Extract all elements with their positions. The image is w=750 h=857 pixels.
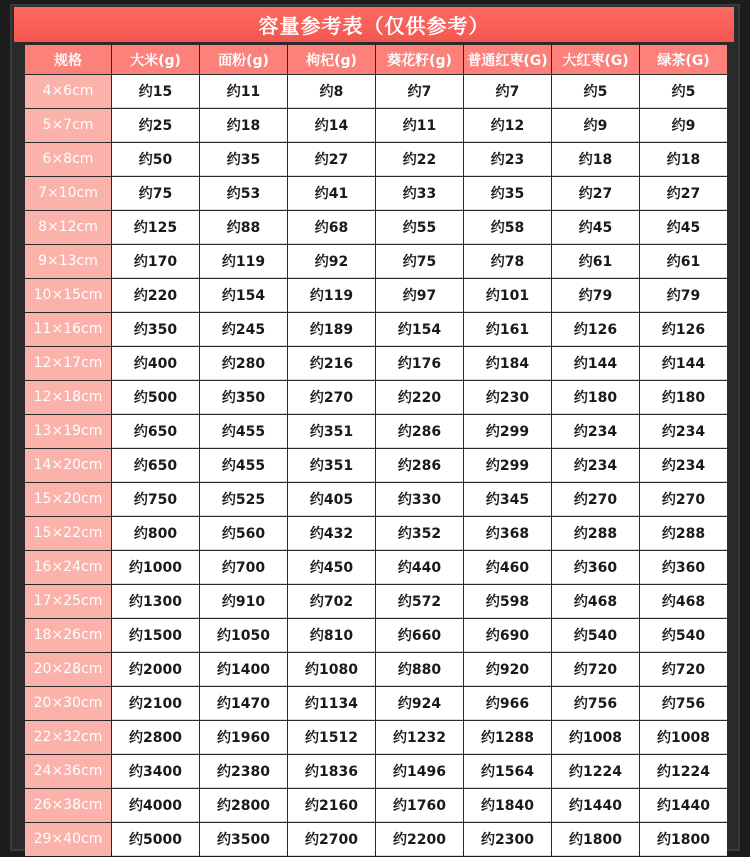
capacity-cell: 约14 [288,109,375,142]
capacity-cell: 约79 [552,279,639,312]
capacity-cell: 约75 [376,245,463,278]
size-spec-cell: 20×30cm [25,687,111,720]
capacity-cell: 约11 [200,75,287,108]
table-row [25,347,727,380]
capacity-cell: 约345 [464,483,551,516]
capacity-cell: 约170 [112,245,199,278]
capacity-cell: 约1470 [200,687,287,720]
size-spec-cell: 14×20cm [25,449,111,482]
capacity-cell: 约360 [640,551,727,584]
capacity-cell: 约2160 [288,789,375,822]
capacity-cell: 约280 [200,347,287,380]
capacity-cell: 约18 [640,143,727,176]
capacity-cell: 约154 [376,313,463,346]
capacity-cell: 约8 [288,75,375,108]
table-row [25,449,727,482]
column-header: 大米(g) [112,45,199,74]
capacity-cell: 约1836 [288,755,375,788]
capacity-cell: 约288 [640,517,727,550]
capacity-cell: 约924 [376,687,463,720]
capacity-cell: 约400 [112,347,199,380]
capacity-cell: 约23 [464,143,551,176]
capacity-cell: 约1224 [552,755,639,788]
capacity-cell: 约750 [112,483,199,516]
capacity-cell: 约1800 [640,823,727,856]
capacity-cell: 约560 [200,517,287,550]
capacity-cell: 约11 [376,109,463,142]
capacity-cell: 约299 [464,449,551,482]
size-spec-cell: 6×8cm [25,143,111,176]
size-spec-cell: 13×19cm [25,415,111,448]
capacity-cell: 约468 [552,585,639,618]
capacity-cell: 约5 [552,75,639,108]
column-header: 大红枣(G) [552,45,639,74]
size-spec-cell: 9×13cm [25,245,111,278]
capacity-cell: 约245 [200,313,287,346]
table-row [25,517,727,550]
capacity-cell: 约2700 [288,823,375,856]
size-spec-cell: 17×25cm [25,585,111,618]
capacity-cell: 约144 [640,347,727,380]
capacity-cell: 约154 [200,279,287,312]
capacity-cell: 约125 [112,211,199,244]
size-spec-cell: 18×26cm [25,619,111,652]
capacity-cell: 约450 [288,551,375,584]
capacity-cell: 约440 [376,551,463,584]
table-row [25,143,727,176]
capacity-cell: 约756 [552,687,639,720]
capacity-cell: 约1232 [376,721,463,754]
capacity-cell: 约22 [376,143,463,176]
capacity-cell: 约119 [200,245,287,278]
table-row [25,653,727,686]
capacity-cell: 约468 [640,585,727,618]
capacity-cell: 约53 [200,177,287,210]
capacity-cell: 约35 [464,177,551,210]
size-spec-cell: 15×22cm [25,517,111,550]
capacity-cell: 约45 [552,211,639,244]
capacity-cell: 约189 [288,313,375,346]
capacity-cell: 约405 [288,483,375,516]
capacity-cell: 约660 [376,619,463,652]
capacity-cell: 约220 [376,381,463,414]
table-row [25,313,727,346]
capacity-cell: 约7 [376,75,463,108]
capacity-cell: 约88 [200,211,287,244]
capacity-cell: 约800 [112,517,199,550]
capacity-cell: 约455 [200,415,287,448]
capacity-cell: 约360 [552,551,639,584]
capacity-cell: 约598 [464,585,551,618]
capacity-cell: 约68 [288,211,375,244]
capacity-cell: 约720 [640,653,727,686]
capacity-cell: 约41 [288,177,375,210]
capacity-cell: 约9 [552,109,639,142]
size-spec-cell: 7×10cm [25,177,111,210]
size-spec-cell: 15×20cm [25,483,111,516]
size-spec-cell: 22×32cm [25,721,111,754]
capacity-cell: 约455 [200,449,287,482]
table-row [25,619,727,652]
capacity-cell: 约1008 [552,721,639,754]
size-spec-cell: 24×36cm [25,755,111,788]
capacity-cell: 约1440 [640,789,727,822]
header-row [25,45,727,74]
table-title: 容量参考表（仅供参考） [14,7,734,42]
capacity-cell: 约2100 [112,687,199,720]
capacity-cell: 约27 [288,143,375,176]
capacity-cell: 约368 [464,517,551,550]
size-spec-cell: 4×6cm [25,75,111,108]
size-spec-cell: 11×16cm [25,313,111,346]
capacity-cell: 约352 [376,517,463,550]
capacity-cell: 约50 [112,143,199,176]
capacity-cell: 约234 [640,449,727,482]
capacity-cell: 约1288 [464,721,551,754]
capacity-cell: 约330 [376,483,463,516]
capacity-cell: 约35 [200,143,287,176]
capacity-cell: 约2000 [112,653,199,686]
capacity-cell: 约350 [200,381,287,414]
capacity-cell: 约12 [464,109,551,142]
capacity-cell: 约2200 [376,823,463,856]
capacity-cell: 约1300 [112,585,199,618]
table-row [25,789,727,822]
capacity-cell: 约1760 [376,789,463,822]
capacity-cell: 约9 [640,109,727,142]
table-row [25,755,727,788]
capacity-cell: 约756 [640,687,727,720]
capacity-cell: 约4000 [112,789,199,822]
capacity-cell: 约2800 [200,789,287,822]
capacity-cell: 约18 [552,143,639,176]
capacity-cell: 约270 [552,483,639,516]
capacity-cell: 约33 [376,177,463,210]
capacity-cell: 约500 [112,381,199,414]
table-row [25,687,727,720]
table-row [25,551,727,584]
capacity-cell: 约161 [464,313,551,346]
capacity-cell: 约18 [200,109,287,142]
table-row [25,721,727,754]
capacity-cell: 约234 [552,415,639,448]
size-spec-cell: 20×28cm [25,653,111,686]
capacity-cell: 约351 [288,449,375,482]
capacity-cell: 约690 [464,619,551,652]
capacity-cell: 约75 [112,177,199,210]
table-body [25,75,727,856]
capacity-cell: 约234 [640,415,727,448]
capacity-cell: 约97 [376,279,463,312]
table-row [25,177,727,210]
capacity-table [24,44,728,857]
capacity-cell: 约270 [640,483,727,516]
capacity-cell: 约79 [640,279,727,312]
capacity-cell: 约3400 [112,755,199,788]
size-spec-cell: 26×38cm [25,789,111,822]
table-row [25,381,727,414]
column-header: 面粉(g) [200,45,287,74]
capacity-cell: 约299 [464,415,551,448]
capacity-cell: 约650 [112,415,199,448]
capacity-cell: 约5 [640,75,727,108]
capacity-cell: 约288 [552,517,639,550]
capacity-cell: 约286 [376,449,463,482]
capacity-cell: 约460 [464,551,551,584]
capacity-cell: 约2300 [464,823,551,856]
capacity-cell: 约126 [640,313,727,346]
capacity-cell: 约920 [464,653,551,686]
capacity-cell: 约230 [464,381,551,414]
capacity-cell: 约1080 [288,653,375,686]
table-row [25,211,727,244]
capacity-cell: 约700 [200,551,287,584]
table-row [25,823,727,856]
capacity-cell: 约1400 [200,653,287,686]
capacity-cell: 约966 [464,687,551,720]
capacity-cell: 约1008 [640,721,727,754]
capacity-cell: 约1000 [112,551,199,584]
table-row [25,279,727,312]
capacity-cell: 约61 [552,245,639,278]
capacity-cell: 约55 [376,211,463,244]
capacity-cell: 约1500 [112,619,199,652]
capacity-cell: 约27 [640,177,727,210]
capacity-cell: 约540 [640,619,727,652]
capacity-cell: 约119 [288,279,375,312]
capacity-cell: 约350 [112,313,199,346]
capacity-cell: 约1496 [376,755,463,788]
table-row [25,75,727,108]
capacity-cell: 约7 [464,75,551,108]
size-spec-cell: 29×40cm [25,823,111,856]
capacity-cell: 约1800 [552,823,639,856]
capacity-cell: 约650 [112,449,199,482]
size-spec-cell: 5×7cm [25,109,111,142]
capacity-cell: 约1840 [464,789,551,822]
capacity-cell: 约702 [288,585,375,618]
capacity-cell: 约27 [552,177,639,210]
capacity-cell: 约1224 [640,755,727,788]
table-row [25,415,727,448]
capacity-cell: 约220 [112,279,199,312]
table-row [25,483,727,516]
capacity-cell: 约810 [288,619,375,652]
capacity-cell: 约880 [376,653,463,686]
column-header: 绿茶(G) [640,45,727,74]
capacity-cell: 约92 [288,245,375,278]
capacity-cell: 约286 [376,415,463,448]
capacity-cell: 约720 [552,653,639,686]
capacity-cell: 约351 [288,415,375,448]
size-spec-cell: 10×15cm [25,279,111,312]
capacity-cell: 约572 [376,585,463,618]
capacity-cell: 约2380 [200,755,287,788]
capacity-cell: 约234 [552,449,639,482]
size-spec-cell: 8×12cm [25,211,111,244]
capacity-cell: 约270 [288,381,375,414]
capacity-cell: 约1564 [464,755,551,788]
capacity-cell: 约184 [464,347,551,380]
size-spec-cell: 16×24cm [25,551,111,584]
capacity-cell: 约78 [464,245,551,278]
capacity-cell: 约1960 [200,721,287,754]
table-row [25,585,727,618]
table-row [25,245,727,278]
column-header: 葵花籽(g) [376,45,463,74]
column-header: 普通红枣(G) [464,45,551,74]
size-spec-cell: 12×17cm [25,347,111,380]
capacity-cell: 约525 [200,483,287,516]
capacity-cell: 约126 [552,313,639,346]
capacity-cell: 约1440 [552,789,639,822]
table-row [25,109,727,142]
capacity-cell: 约101 [464,279,551,312]
capacity-cell: 约1134 [288,687,375,720]
capacity-cell: 约58 [464,211,551,244]
column-header: 规格 [25,45,111,74]
capacity-cell: 约176 [376,347,463,380]
size-spec-cell: 12×18cm [25,381,111,414]
capacity-cell: 约1512 [288,721,375,754]
capacity-cell: 约540 [552,619,639,652]
capacity-cell: 约3500 [200,823,287,856]
capacity-cell: 约432 [288,517,375,550]
capacity-cell: 约2800 [112,721,199,754]
capacity-cell: 约45 [640,211,727,244]
capacity-cell: 约25 [112,109,199,142]
capacity-cell: 约15 [112,75,199,108]
capacity-cell: 约61 [640,245,727,278]
capacity-cell: 约910 [200,585,287,618]
capacity-cell: 约180 [552,381,639,414]
capacity-cell: 约5000 [112,823,199,856]
capacity-cell: 约144 [552,347,639,380]
capacity-cell: 约1050 [200,619,287,652]
capacity-cell: 约180 [640,381,727,414]
capacity-cell: 约216 [288,347,375,380]
column-header: 枸杞(g) [288,45,375,74]
